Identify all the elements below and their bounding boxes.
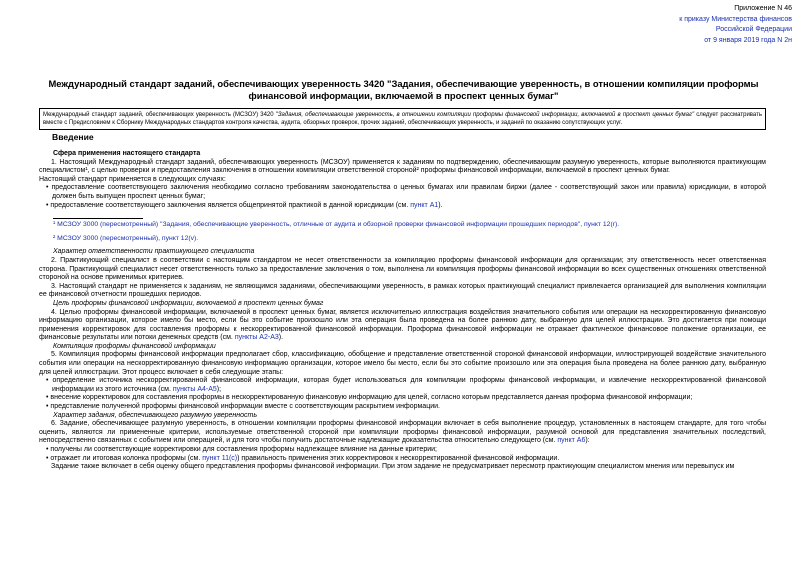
footnote-2[interactable]: ² МСЗОУ 3000 (пересмотренный), пункт 12(v). — [53, 234, 199, 242]
list-item: • определение источника нескорректированной финансовой информации, которая будет использоваться для компиляции проформы финансовой информации, и извлечение нескорректированной финансовой информации из этого источника (см. пункты A4-A5); — [39, 377, 766, 394]
footnote-divider — [53, 218, 143, 219]
paragraph-3: 3. Настоящий стандарт не применяется к заданиям, не являющимся заданиями, обеспечивающими уверенность, в рамках которых практикующий специалист привлекается организацией для выполнения компиляции ее финансовой отчетности прошедших периодов. — [39, 282, 766, 299]
document-title: Международный стандарт заданий, обеспечивающих уверенность 3420 "Задания, обеспечивающие уверенность, в отношении компиляции проформы финансовой информации, включаемой в проспект ценных бумаг" — [48, 78, 759, 101]
intro-heading: Введение — [52, 132, 94, 142]
list-item: • внесение корректировок для составления проформы в нескорректированную финансовую информацию для целей, согласно которым представляется данная проформа финансовой информации; — [39, 394, 766, 403]
note-text-1: Международный стандарт заданий, обеспечивающих уверенность (МСЗОУ) 3420 — [43, 112, 276, 118]
paragraph-1: 1. Настоящий Международный стандарт заданий, обеспечивающих уверенность (МСЗОУ) применяется к заданиям по подтверждению, обеспечивающим разумную уверенность, которые выполняются практикующим специалистом¹, с целью проверки и предоставления заключения в отношении компиляции ответственной стороной² проформы финансовой информации, включаемой в проспект ценных бумаг. — [39, 158, 766, 175]
list-item: • отражает ли итоговая колонка проформы (см. пункт 11(c)) правильность применения этих корректировок к нескорректированной финансовой информации. — [39, 455, 766, 464]
note-box — [39, 108, 766, 130]
appendix-order-link[interactable]: к приказу Министерства финансов — [679, 15, 792, 23]
section-heading-scope: Сфера применения настоящего стандарта — [53, 150, 201, 157]
paragraph-2: 2. Практикующий специалист в соответствии с настоящим стандартом не несет ответственности за компиляцию проформы финансовой информации для организации; эту ответственность несет ответственная сторона. Практикующий специалист несет ответственность только за предоставление заключения о том, выполнена ли компиляция проформы финансовой информации во всех существенных отношениях ответственной стороной на основе применимых критериев. — [39, 256, 766, 282]
link-11c[interactable]: пункт 11(c) — [202, 454, 238, 462]
link-a6[interactable]: пункт A6 — [557, 437, 586, 445]
note-text-italic: "Задания, обеспечивающие уверенность, в отношении компиляции проформы финансовой информации, включаемой в проспект ценных бумаг" — [275, 112, 695, 118]
list-item: • получены ли соответствующие корректировки для составления проформы надлежащее влияние на данные критерии; — [39, 446, 766, 455]
list-item: • предоставление соответствующего заключения является общепринятой практикой в данной юрисдикции (см. пункт A1). — [39, 202, 766, 211]
section-heading-purpose: Цель проформы финансовой информации, включаемой в проспект ценных бумаг — [53, 299, 324, 307]
paragraph-4: 4. Целью проформы финансовой информации, включаемой в проспект ценных бумаг, является исключительно иллюстрация воздействия значительного события или операции на нескорректированную финансовую информацию организации, которое имело бы место, если бы это событие произошло или эта операция была проведена на более раннюю дату, выбранную для целей иллюстрации. Это достигается при помощи применения корректировок для составления проформы к нескорректированной финансовой информации. Проформа финансовой информации не отражает фактическое финансовое положение организации, ее финансовые результаты или потоки денежных средств (см. пункты A2-A3). — [39, 308, 766, 342]
paragraph-applies: Настоящий стандарт применяется в следующих случаях: — [39, 175, 226, 183]
link-a2-a3[interactable]: пункты A2-A3 — [234, 334, 279, 342]
paragraph-6-continued: Задание также включает в себя оценку общего представления проформы финансовой информации. При этом задание не предусматривает пересмотр практикующим специалистом мнения или перевыпуск им — [51, 463, 735, 471]
link-a1[interactable]: пункт A1 — [410, 201, 439, 209]
paragraph-5: 5. Компиляция проформы финансовой информации предполагает сбор, классификацию, обобщение и представление ответственной стороной финансовой информации, иллюстрирующей воздействие значительного события или операции на нескорректированную финансовую информацию организации, которое имело бы место, если бы это событие произошло или эта операция была проведена на более раннюю дату, выбранную для целей иллюстрации. Этот процесс включает в себя следующие этапы: — [39, 351, 766, 376]
footnote-1 — [53, 221, 766, 230]
footnote-1-text[interactable]: "Задания, обеспечивающие уверенность, отличные от аудита и обзорной проверки финансовой информации прошедших периодов", пункт 12(r). — [160, 221, 620, 229]
document-body — [39, 148, 766, 472]
list-item: • представление полученной проформы финансовой информации вместе с соответствующим раскрытием информации. — [39, 403, 766, 412]
section-heading-responsibility: Характер ответственности практикующего специалиста — [53, 248, 255, 256]
note-text-3: следует рассматривать вместе с Предисловием к Сборнику Международных стандартов контроля качества, аудита, обзорных проверок, прочих заданий, обеспечивающих уверенность, и заданий по оказанию сопутствующих услуг. — [43, 112, 762, 127]
footnote-1-ref[interactable]: ¹ МСЗОУ 3000 (пересмотренный) — [53, 221, 161, 229]
paragraph-6: 6. Задание, обеспечивающее разумную уверенность, в отношении компиляции проформы финансовой информации включает в себя выполнение процедур, установленных в настоящем стандарте, для того чтобы оценить, являются ли примененные критерии, используемые ответственной стороной при компиляции проформы финансовой информации, разумной основой для представления значительных последствий, непосредственно связанных с событием или операцией, и для того чтобы получить достаточные надлежащие доказательства относительно следующего (см. пункт A6): — [39, 420, 766, 445]
link-a4-a5[interactable]: пункты A4-A5 — [172, 385, 217, 393]
appendix-number: Приложение N 46 — [734, 5, 792, 12]
appendix-ministry-link[interactable]: Российской Федерации — [715, 26, 792, 33]
appendix-date-link[interactable]: от 9 января 2019 года N 2н — [704, 36, 792, 44]
appendix-header — [679, 4, 792, 46]
section-heading-engagement: Характер задания, обеспечивающего разумную уверенность — [53, 411, 258, 419]
section-heading-compilation: Компиляция проформы финансовой информации — [53, 342, 216, 350]
list-item: • предоставление соответствующего заключения необходимо согласно требованиям законодательства о ценных бумагах или правилам биржи (далее - соответствующий закон или правила) юрисдикции, в которой должен быть выпущен проспект ценных бумаг; — [39, 184, 766, 201]
